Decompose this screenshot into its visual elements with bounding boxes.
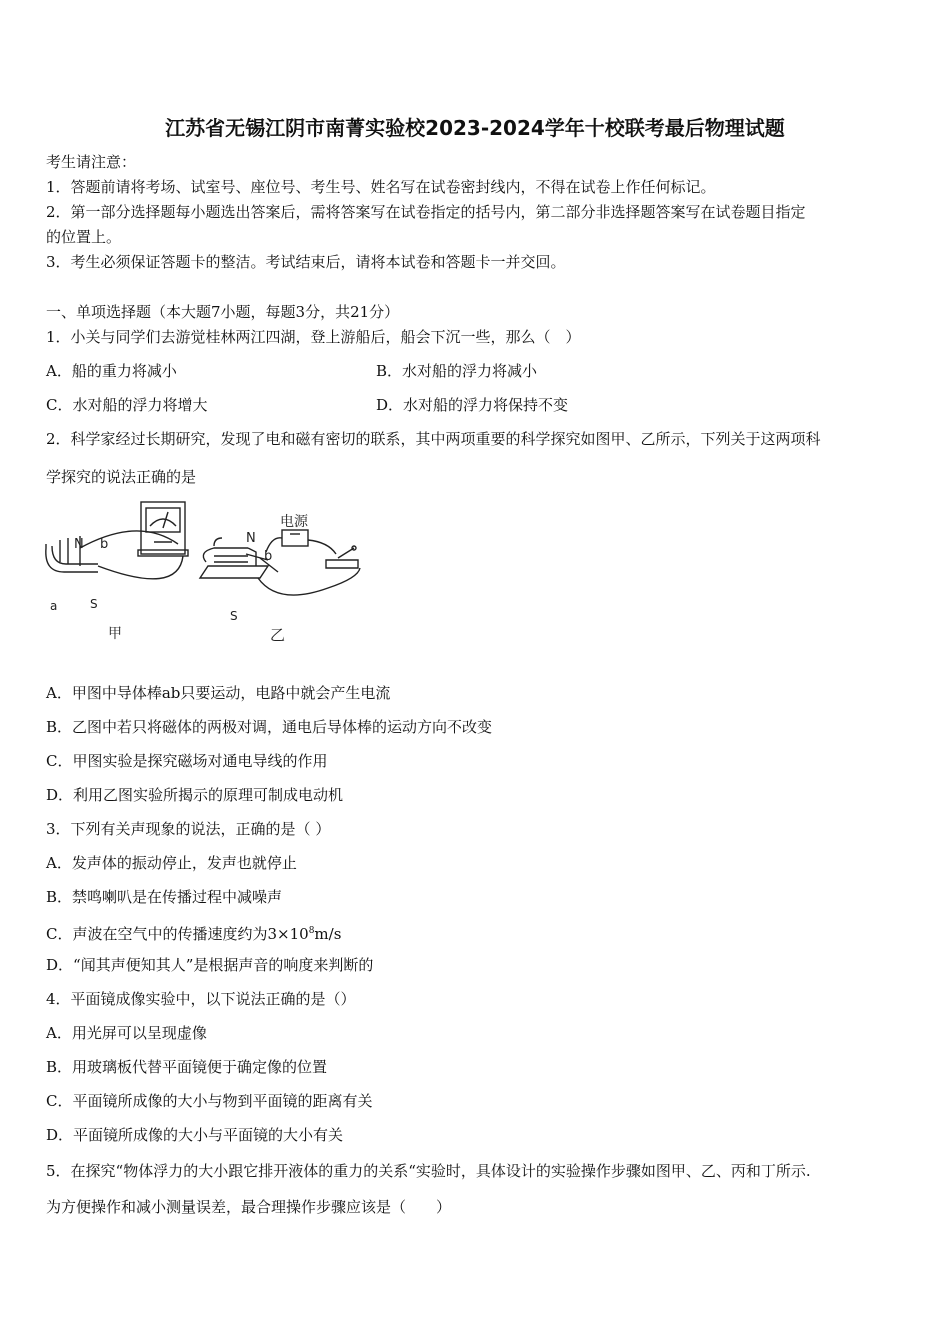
notice-heading: 考生请注意：	[46, 153, 137, 171]
q1-stem: 1．小关与同学们去游觉桂林两江四湖，登上游船后，船会下沉一些，那么（ ）	[46, 328, 581, 346]
q4-option-d: D．平面镜所成像的大小与平面镜的大小有关	[46, 1126, 344, 1144]
notice-item: 2．第一部分选择题每小题选出答案后，需将答案写在试卷指定的括号内，第二部分非选择题答案写在试卷题目指定	[46, 203, 806, 221]
q4-option-c: C．平面镜所成像的大小与物到平面镜的距离有关	[46, 1092, 373, 1110]
q2-figure	[38, 496, 378, 648]
notice-item: 1．答题前请将考场、试室号、座位号、考生号、姓名写在试卷密封线内，不得在试卷上作任何标记。	[46, 178, 716, 196]
figure-jia	[46, 502, 360, 595]
label-S-yi: S	[230, 609, 238, 623]
notice-item: 3．考生必须保证答题卡的整洁。考试结束后，请将本试卷和答题卡一并交回。	[46, 253, 566, 271]
q2-stem-cont: 学探究的说法正确的是	[46, 468, 197, 486]
q2-option-b: B．乙图中若只将磁体的两极对调，通电后导体棒的运动方向不改变	[46, 718, 493, 736]
label-a-jia: a	[50, 599, 58, 613]
q5-stem-cont: 为方便操作和减小测量误差，最合理操作步骤应该是（ ）	[46, 1198, 452, 1216]
q2-option-a: A．甲图中导体棒ab只要运动，电路中就会产生电流	[46, 684, 391, 702]
q4-stem: 4．平面镜成像实验中，以下说法正确的是（）	[46, 990, 356, 1008]
section-heading: 一、单项选择题（本大题7小题，每题3分，共21分）	[46, 303, 400, 321]
label-b-jia: b	[100, 537, 109, 552]
q3-option-c-exponent: 8	[308, 926, 315, 936]
label-jia: 甲	[108, 626, 122, 642]
label-N-yi: N	[246, 531, 256, 546]
q4-option-a: A．用光屏可以呈现虚像	[46, 1024, 207, 1042]
q3-option-c-unit: m/s	[314, 925, 342, 943]
q3-option-c	[46, 921, 341, 944]
q3-option-a: A．发声体的振动停止，发声也就停止	[46, 854, 297, 872]
q1-option-d: D．水对船的浮力将保持不变	[376, 396, 569, 414]
q1-option-b: B．水对船的浮力将减小	[376, 362, 538, 380]
q3-stem: 3．下列有关声现象的说法，正确的是（ ）	[46, 820, 331, 838]
q1-option-c: C．水对船的浮力将增大	[46, 396, 208, 414]
q2-option-c: C．甲图实验是探究磁场对通电导线的作用	[46, 752, 328, 770]
label-S-jia: S	[90, 597, 98, 611]
q3-option-b: B．禁鸣喇叭是在传播过程中减噪声	[46, 888, 283, 906]
label-power: 电源	[280, 514, 308, 530]
q3-option-d: D．“闻其声便知其人”是根据声音的响度来判断的	[46, 956, 374, 974]
q4-option-b: B．用玻璃板代替平面镜便于确定像的位置	[46, 1058, 328, 1076]
q1-option-a: A．船的重力将减小	[46, 362, 177, 380]
label-b-yi: b	[264, 549, 273, 564]
q2-option-d: D．利用乙图实验所揭示的原理可制成电动机	[46, 786, 344, 804]
label-yi: 乙	[270, 626, 286, 644]
notice-item: 的位置上。	[46, 228, 122, 246]
q3-option-c-text: C．声波在空气中的传播速度约为3×10	[46, 925, 309, 943]
q5-stem: 5．在探究“物体浮力的大小跟它排开液体的重力的关系“实验时，具体设计的实验操作步骤如图甲、乙、丙和丁所示.	[46, 1162, 811, 1180]
q2-stem: 2．科学家经过长期研究，发现了电和磁有密切的联系，其中两项重要的科学探究如图甲、乙所示，下列关于这两项科	[46, 430, 821, 448]
page-title: 江苏省无锡江阴市南菁实验校2023-2024学年十校联考最后物理试题	[165, 116, 785, 140]
label-N-jia: N	[74, 537, 84, 552]
